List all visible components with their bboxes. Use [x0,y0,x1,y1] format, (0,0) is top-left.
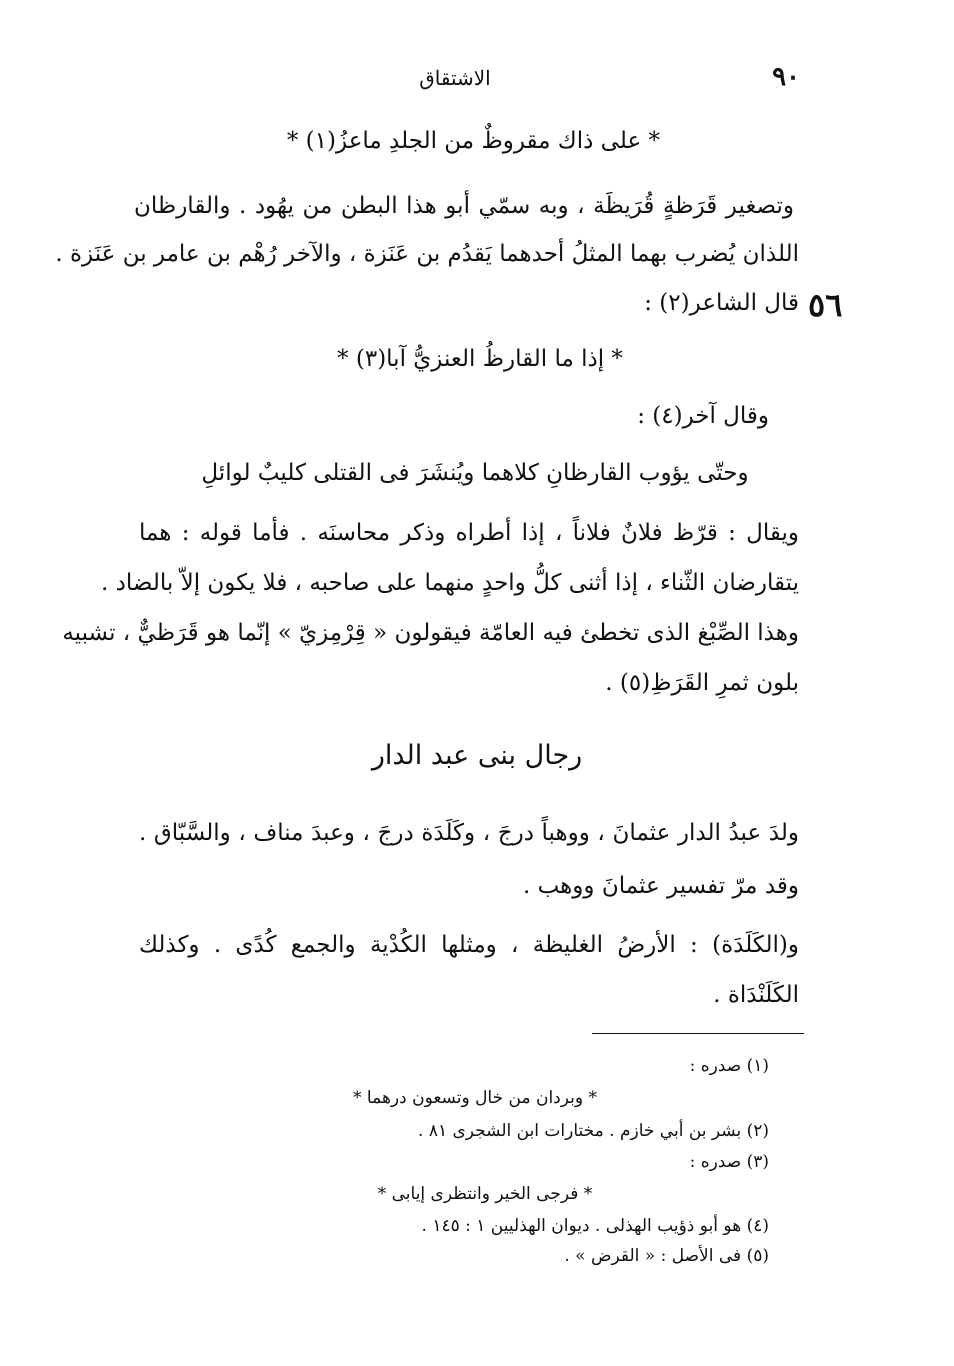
paragraph-1-line-1: وتصغير قَرَظةٍ قُرَيظَة ، وبه سمّي أبو هذا البطن من يهُود . والقارظان [134,193,794,219]
running-header [110,62,800,96]
paragraph-2-line-4: بلون ثمرِ القَرَظِ(٥) . [605,670,799,696]
footnote-divider [592,1033,804,1034]
footnote-1-verse: * وبردان من خال وتسعون درهما * [353,1088,597,1108]
footnote-3-verse: * فرجى الخير وانتظرى إيابى * [377,1184,593,1204]
verse-2: * إذا ما القارظُ العنزيُّ آبا(٣) * [337,346,623,372]
running-title: الاشتقاق [419,66,491,90]
paragraph-2-line-3: وهذا الصِّبْغ الذى تخطئ فيه العامّة فيقولون « قِرْمِزيّ » إنّما هو قَرَظيٌّ ، تشبيه [62,620,799,646]
verse-3: وحتّى يؤوب القارظانِ كلاهما ويُنشَرَ فى القتلى كليبٌ لوائلِ [201,460,749,486]
footnote-2: (٢) بشر بن أبي خازم . مختارات ابن الشجرى ٨١ . [418,1121,769,1141]
paragraph-4-line-2: الكَلَنْدَاة . [713,982,799,1008]
section-title: رجال بنى عبد الدار [371,740,583,771]
footnote-1: (١) صدره : [689,1056,769,1076]
paragraph-3-line-1: ولدَ عبدُ الدار عثمانَ ، ووهباً درجَ ، وكَلَدَة درجَ ، وعبدَ مناف ، والسَّبّاق . [139,820,799,846]
paragraph-2-line-2: يتقارضان الثّناء ، إذا أثنى كلُّ واحدٍ منهما على صاحبه ، فلا يكون إلاّ بالضاد . [101,570,799,596]
paragraph-3-line-2: وقد مرّ تفسير عثمانَ ووهب . [522,873,799,899]
page-number: ٩٠ [772,62,800,92]
margin-number: ٥٦ [808,286,843,324]
another-poet-line: وقال آخر(٤) : [637,403,769,429]
paragraph-4-line-1: و(الكَلَدَة) : الأرضُ الغليظة ، ومثلها الكُدْية والجمع كُدًى . وكذلك [139,932,799,958]
paragraph-2-line-1: ويقال : قرّظ فلانٌ فلاناً ، إذا أطراه وذكر محاسنَه . فأما قوله : هما [139,520,799,546]
footnote-3: (٣) صدره : [689,1152,769,1172]
verse-1: * على ذاك مقروظٌ من الجلدِ ماعزُ(١) * [286,128,660,154]
poet-line: قال الشاعر(٢) : [644,290,799,316]
paragraph-1-line-2: اللذان يُضرب بهما المثلُ أحدهما يَقدُم بن عَنَزة ، والآخر رُهْم بن عامر بن عَنَزة . [55,241,799,267]
footnote-5: (٥) فى الأصل : « القرض » . [564,1246,769,1266]
footnote-4: (٤) هو أبو ذؤيب الهذلى . ديوان الهذليين ١ : ١٤٥ . [421,1216,769,1236]
